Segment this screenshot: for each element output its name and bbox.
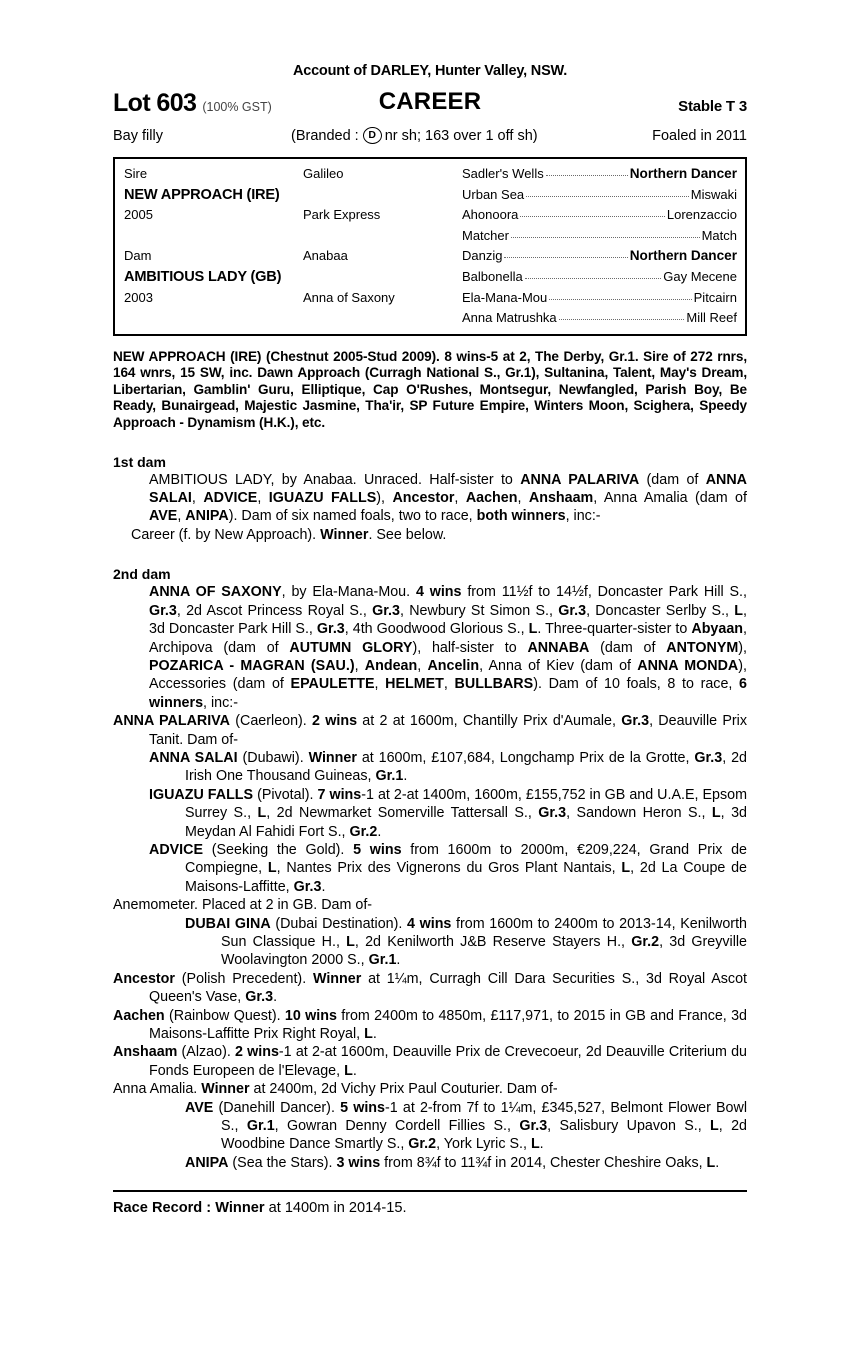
progeny-entry: ANNA SALAI (Dubawi). Winner at 1600m, £107,684, Longchamp Prix de la Grotte, Gr.3, 2d Irish One Thousand Guineas, Gr.1. <box>149 749 747 785</box>
lot-number: Lot 603 <box>113 88 197 117</box>
account-line: Account of DARLEY, Hunter Valley, NSW. <box>292 63 568 79</box>
ancestor-left: Urban Sea <box>462 186 525 202</box>
pedigree-dot-row <box>462 246 737 267</box>
ancestor-right: Miswaki <box>690 186 737 202</box>
progeny-entry: ADVICE (Seeking the Gold). 5 wins from 1600m to 2000m, €209,224, Grand Prix de Compiegne, L, Nantes Prix des Vignerons du Gros Plant Nantais, L, 2d La Coupe de Maisons-Laffitte, Gr.3. <box>149 841 748 895</box>
ancestor-right: Pitcairn <box>693 289 737 305</box>
sire-sire: Galileo <box>303 165 344 181</box>
pedigree-table <box>113 157 747 336</box>
dot-leader <box>525 278 662 279</box>
foaled-year: Foaled in 2011 <box>652 127 747 144</box>
pedigree-spacer <box>303 185 462 206</box>
dam-sire: Anabaa <box>303 248 348 264</box>
title-row <box>113 89 747 119</box>
pedigree-spacer <box>303 226 462 247</box>
first-dam-entries <box>113 471 747 545</box>
second-dam-main: ANNA OF SAXONY, by Ela-Mana-Mou. 4 wins from 11½f to 14½f, Doncaster Park Hill S., Gr.3, 2d Ascot Princess Royal S., Gr.3, Newbury St Simon S., Gr.3, Doncaster Serlby S., L, 3d Doncaster Park Hill S., Gr.3, 4th Goodwood Glorious S., L. Three-quarter-sister to Abyaan, Archipova (dam of AUTUMN GLORY), half-sister to ANNABA (dam of ANTONYM), POZARICA - MAGRAN (SAU.), Andean, Ancelin, Anna of Kiev (dam of ANNA MONDA), Accessories (dam of EPAULETTE, HELMET, BULLBARS). Dam of 10 foals, 8 to race, 6 winners, inc:- <box>149 584 748 711</box>
horse-name: CAREER <box>378 88 482 115</box>
sire-summary-paragraph: NEW APPROACH (IRE) (Chestnut 2005-Stud 2009). 8 wins-5 at 2, The Derby, Gr.1. Sire of 272 rnrs, 164 wnrs, 15 SW, inc. Dawn Approach (Curragh National S., Gr.1), Sultanina, Talent, May's Dream, Libertarian, Gamblin' Guru, Elliptique, Cap O'Rushes, Montsegur, Newfangled, Parish Boy, Be Ready, Bunairgead, Majestic Jasmine, Tha'ir, SP Future Empire, Winters Moon, Scighera, Speedy Approach - Dynamism (H.K.), etc. <box>113 348 747 431</box>
pedigree-spacer <box>124 226 294 247</box>
progeny-entry: Anshaam (Alzao). 2 wins-1 at 2-at 1600m, Deauville Prix de Crevecoeur, 2d Deauville Criterium du Fonds Europeen de l'Elevage, L. <box>113 1044 747 1079</box>
race-record <box>113 1192 747 1217</box>
dot-leader <box>559 319 685 320</box>
pedigree-dot-row <box>462 288 737 309</box>
dot-leader <box>526 196 689 197</box>
progeny-entry: AVE (Danehill Dancer). 5 wins-1 at 2-from 7f to 1¼m, £345,527, Belmont Flower Bowl S., Gr.1, Gowran Denny Cordell Fillies S., Gr.3, Salisbury Upavon S., L, 2d Woodbine Dance Smartly S., Gr.2, York Lyric S., L. <box>185 1099 747 1153</box>
brand-logo-icon: D <box>363 127 382 144</box>
progeny-entry: ANNA PALARIVA (Caerleon). 2 wins at 2 at 1600m, Chantilly Prix d'Aumale, Gr.3, Deauville Prix Tanit. Dam of- <box>113 713 747 748</box>
dam-name: AMBITIOUS LADY (GB) <box>124 268 282 285</box>
branding-info <box>291 128 538 145</box>
pedigree-dot-row <box>462 308 737 329</box>
catalogue-page <box>113 0 747 1356</box>
first-dam-main: AMBITIOUS LADY, by Anabaa. Unraced. Half-sister to ANNA PALARIVA (dam of ANNA SALAI, ADVICE, IGUAZU FALLS), Ancestor, Aachen, Anshaam, Anna Amalia (dam of AVE, ANIPA). Dam of six named foals, two to race, both winners, inc:- <box>149 471 747 525</box>
ancestor-right: Lorenzaccio <box>666 207 737 223</box>
colour-sex: Bay filly <box>113 127 163 144</box>
ancestor-left: Balbonella <box>462 268 523 284</box>
ancestor-left: Ela-Mana-Mou <box>462 289 548 305</box>
dot-leader <box>546 175 628 176</box>
dam-label: Dam <box>124 248 152 264</box>
sire-year: 2005 <box>124 207 153 223</box>
sire-dam: Park Express <box>303 207 381 223</box>
pedigree-dot-row <box>462 267 737 288</box>
race-record-detail: at 1400m in 2014-15. <box>268 1200 407 1217</box>
pedigree-dot-row <box>462 164 737 185</box>
dot-leader <box>511 237 700 238</box>
progeny-entry: Ancestor (Polish Precedent). Winner at 1¼m, Curragh Cill Dara Securities S., 3d Royal Ascot Queen's Vase, Gr.3. <box>113 970 747 1006</box>
ancestor-right: Northern Dancer <box>629 248 737 264</box>
pedigree-dot-row <box>462 185 737 206</box>
pedigree-spacer <box>303 267 462 288</box>
ancestor-left: Matcher <box>462 227 509 243</box>
first-dam-foal: Career (f. by New Approach). Winner. See below. <box>131 526 447 543</box>
pedigree-col-parents <box>115 164 294 329</box>
branded-prefix: (Branded : <box>291 128 359 145</box>
progeny-entry: Anemometer. Placed at 2 in GB. Dam of- <box>113 897 373 914</box>
dot-leader <box>549 299 691 300</box>
ancestor-right: Gay Mecene <box>663 268 737 284</box>
ancestor-right: Northern Dancer <box>629 165 737 181</box>
progeny-entry: DUBAI GINA (Dubai Destination). 4 wins from 1600m to 2400m to 2013-14, Kenilworth Sun Classique H., L, 2d Kenilworth J&B Reserve Stayers H., Gr.2, 3d Greyville Woolavington 2000 S., Gr.1. <box>185 915 748 969</box>
ancestor-right: Match <box>701 227 737 243</box>
pedigree-dot-row <box>462 205 737 226</box>
dam-year: 2003 <box>124 289 153 305</box>
subtitle-row <box>113 128 747 144</box>
ancestor-right: Mill Reef <box>686 310 737 326</box>
ancestor-left: Ahonoora <box>462 207 519 223</box>
gst-note: (100% GST) <box>202 99 272 114</box>
sire-name: NEW APPROACH (IRE) <box>124 186 280 203</box>
pedigree-dot-row <box>462 226 737 247</box>
branded-suffix: nr sh; 163 over 1 off sh) <box>384 128 538 145</box>
progeny-entry: Anna Amalia. Winner at 2400m, 2d Vichy Prix Paul Couturier. Dam of- <box>113 1081 558 1098</box>
second-dam-heading: 2nd dam <box>113 566 171 583</box>
dam-dam: Anna of Saxony <box>303 289 395 305</box>
dot-leader <box>520 216 665 217</box>
ancestor-left: Sadler's Wells <box>462 165 544 181</box>
race-record-label: Race Record : <box>113 1200 212 1217</box>
progeny-entry: ANIPA (Sea the Stars). 3 wins from 8¾f to 11¾f in 2014, Chester Cheshire Oaks, L. <box>185 1154 720 1171</box>
progeny-entry: IGUAZU FALLS (Pivotal). 7 wins-1 at 2-at 1400m, 1600m, £155,752 in GB and U.A.E, Epsom Surrey S., L, 2d Newmarket Somerville Tattersall S., Gr.3, Sandown Heron S., L, 3d Meydan Al Fahidi Fort S., Gr.2. <box>149 786 747 840</box>
ancestor-left: Anna Matrushka <box>462 310 557 326</box>
sire-label: Sire <box>124 165 148 181</box>
pedigree-col-great-grandparents <box>462 164 745 329</box>
race-record-result: Winner <box>215 1200 265 1217</box>
progeny-entry: Aachen (Rainbow Quest). 10 wins from 2400m to 4850m, £117,971, to 2015 in GB and France, 3d Maisons-Laffitte Prix Right Royal, L. <box>113 1007 748 1043</box>
first-dam-heading: 1st dam <box>113 453 166 470</box>
stable-label: Stable T 3 <box>678 97 747 115</box>
pedigree-col-grandparents <box>294 164 462 329</box>
ancestor-left: Danzig <box>462 248 503 264</box>
second-dam-progeny-list <box>113 712 747 1172</box>
dot-leader <box>504 257 627 258</box>
